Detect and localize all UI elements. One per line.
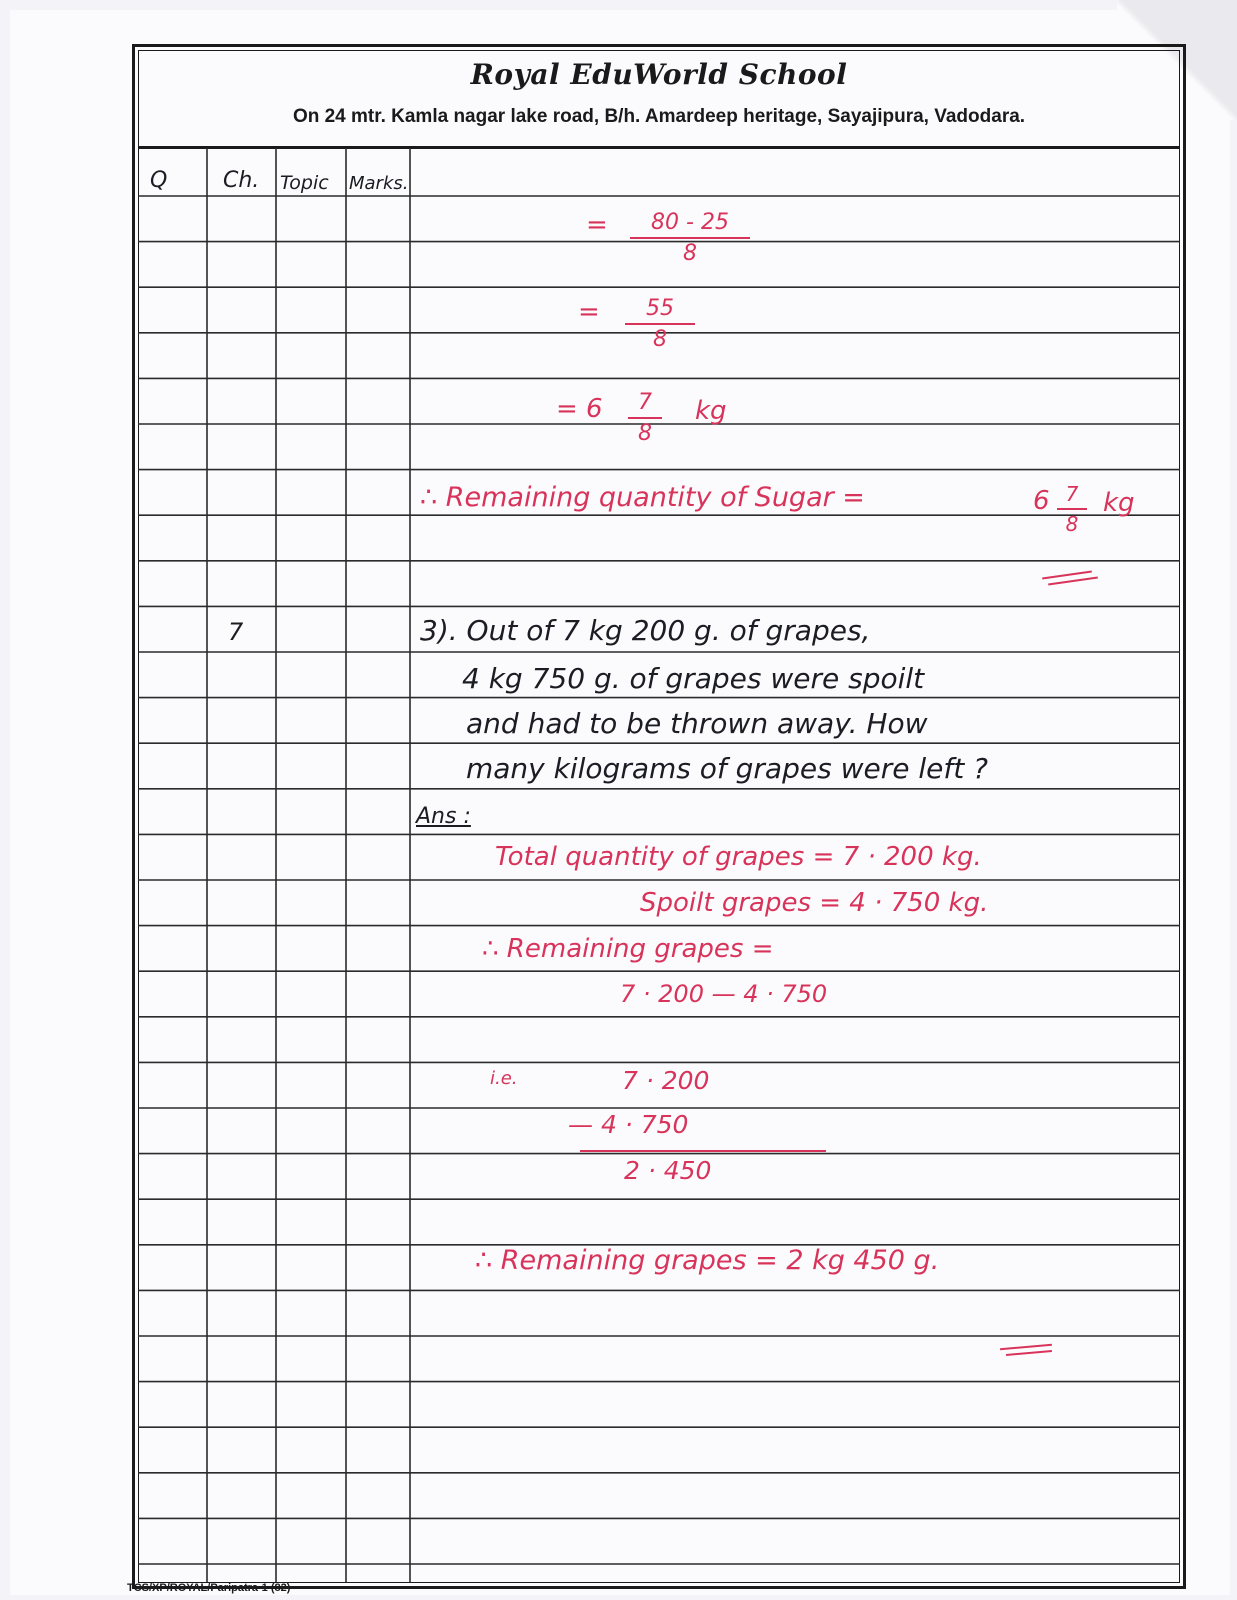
subtraction-expression: 7 · 200 — 4 · 750 — [620, 980, 828, 1008]
column-minuend: 7 · 200 — [622, 1066, 710, 1095]
question-line-3: and had to be thrown away. How — [466, 707, 928, 740]
fraction-bar — [628, 417, 662, 419]
sugar-unit: kg — [1103, 488, 1135, 518]
step3-unit: kg — [695, 396, 727, 426]
final-answer-line: ∴ Remaining grapes = 2 kg 450 g. — [475, 1245, 940, 1276]
fraction-bar — [630, 237, 750, 239]
step3-denominator: 8 — [638, 421, 652, 446]
fraction-bar — [625, 323, 695, 325]
sugar-conclusion: ∴ Remaining quantity of Sugar = — [420, 482, 865, 513]
school-name: Royal EduWorld School — [470, 58, 848, 91]
sugar-denominator: 8 — [1065, 512, 1079, 536]
step1-numerator: 80 - 25 — [651, 210, 729, 235]
step1-fraction — [630, 210, 750, 266]
spoilt-grapes-line: Spoilt grapes = 4 · 750 kg. — [640, 888, 989, 918]
step3-numerator: 7 — [638, 390, 652, 415]
sugar-fraction — [1057, 482, 1087, 536]
step1-equals: = — [586, 210, 608, 240]
step3-whole: = 6 — [556, 394, 603, 424]
column-header-ch: Ch. — [223, 168, 260, 193]
column-header-q: Q — [150, 168, 168, 193]
subtraction-rule — [580, 1150, 826, 1152]
column-difference: 2 · 450 — [624, 1156, 712, 1185]
column-header-marks: Marks. — [349, 173, 409, 194]
column-subtrahend: — 4 · 750 — [568, 1110, 689, 1139]
footer-form-code: TCS/XP/ROYAL/Paripatra-1 (82) — [127, 1582, 291, 1594]
question-line-4: many kilograms of grapes were left ? — [466, 752, 988, 785]
ie-label: i.e. — [490, 1068, 518, 1089]
step2-fraction — [625, 296, 695, 352]
sugar-numerator: 7 — [1065, 482, 1079, 506]
step2-denominator: 8 — [653, 327, 667, 352]
column-header-topic: Topic — [280, 172, 329, 194]
step2-equals: = — [578, 297, 600, 327]
step3-fraction — [628, 390, 662, 446]
school-address: On 24 mtr. Kamla nagar lake road, B/h. Amardeep heritage, Sayajipura, Vadodara. — [292, 106, 1026, 127]
question-line-1: 3). Out of 7 kg 200 g. of grapes, — [420, 614, 871, 647]
sugar-whole: 6 — [1033, 486, 1050, 516]
question-line-2: 4 kg 750 g. of grapes were spoilt — [462, 662, 925, 695]
total-quantity-line: Total quantity of grapes = 7 · 200 kg. — [495, 842, 982, 872]
remaining-grapes-line: ∴ Remaining grapes = — [482, 934, 774, 964]
step2-numerator: 55 — [646, 296, 674, 321]
answer-label: Ans : — [416, 804, 471, 829]
chapter-number: 7 — [228, 618, 244, 646]
fraction-bar — [1057, 508, 1087, 510]
step1-denominator: 8 — [683, 241, 697, 266]
